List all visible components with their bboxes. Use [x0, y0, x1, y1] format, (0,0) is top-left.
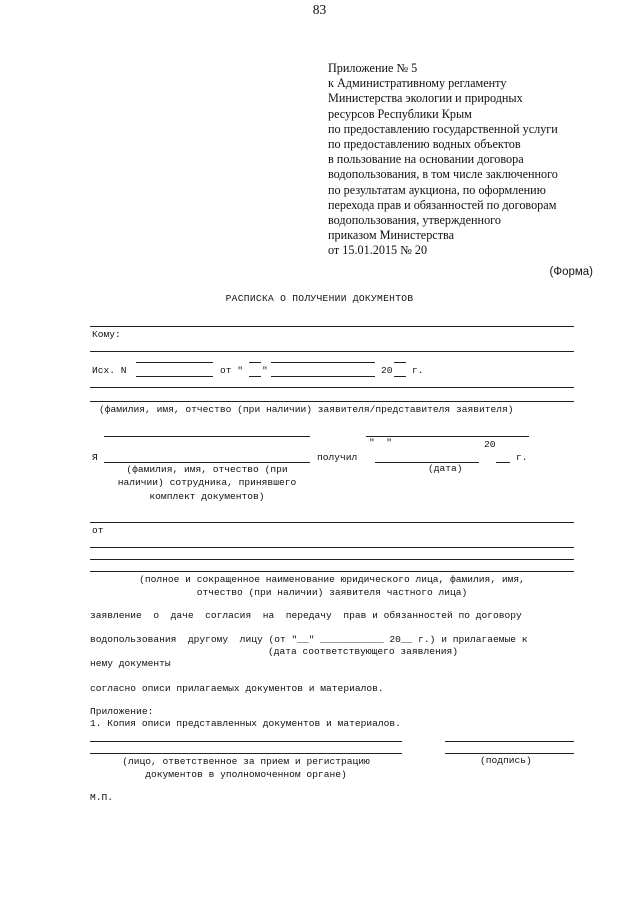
from-line-1[interactable]	[90, 547, 574, 548]
document-title: РАСПИСКА О ПОЛУЧЕНИИ ДОКУМЕНТОВ	[225, 293, 414, 304]
received-year-field[interactable]	[496, 462, 510, 463]
responsible-caption	[90, 755, 402, 782]
annex-line: к Административному регламенту	[328, 76, 507, 91]
to-line-top	[90, 326, 574, 327]
year-prefix: 20	[381, 365, 393, 376]
out-number-field[interactable]	[136, 376, 213, 377]
signature-line-2[interactable]	[445, 753, 574, 754]
annex-line: ресурсов Республики Крым	[328, 106, 472, 121]
annex-line: приказом Министерства	[328, 228, 455, 243]
annex-line: водопользования, утвержденного	[328, 213, 501, 228]
to-line-bottom	[90, 351, 574, 352]
from-line-3[interactable]	[90, 571, 574, 572]
annex-line: по предоставлению водных объектов	[328, 137, 521, 152]
responsible-line-1[interactable]	[90, 741, 402, 742]
page-number: 83	[312, 2, 327, 17]
annex-line: водопользования, в том числе заключенного	[328, 167, 558, 182]
from-date-label: от "	[220, 365, 244, 376]
annex-line: по предоставлению государственной услуги	[328, 121, 558, 136]
quote-close: "	[262, 365, 268, 376]
employee-caption-line: (фамилия, имя, отчество (при	[126, 464, 288, 475]
month-field-upper	[271, 362, 375, 363]
inventory-line: согласно описи прилагаемых документов и материалов.	[90, 683, 384, 694]
statement-line: заявление о даче согласия на передачу прав и обязанностей по договору	[90, 610, 522, 621]
day-field-upper	[249, 362, 261, 363]
from-label: от	[92, 525, 104, 536]
year-g: г.	[516, 452, 528, 463]
entity-caption	[90, 573, 574, 600]
day-field[interactable]	[249, 376, 261, 377]
year-field[interactable]	[394, 376, 406, 377]
to-label: Кому:	[92, 329, 121, 340]
year-suffix: г.	[412, 365, 424, 376]
seal-label: М.П.	[90, 792, 114, 803]
annex-line: в пользование на основании договора	[328, 152, 524, 167]
responsible-line-2[interactable]	[90, 753, 402, 754]
annex-line: Приложение № 5	[328, 61, 418, 75]
form-label: (Форма)	[549, 266, 593, 278]
entity-caption-line: (полное и сокращенное наименование юридического лица, фамилия, имя,	[139, 574, 525, 585]
responsible-caption-line: (лицо, ответственное за прием и регистрацию	[122, 756, 370, 767]
appendix-label: Приложение:	[90, 706, 154, 717]
month-field[interactable]	[271, 376, 375, 377]
year-20: 20	[484, 439, 496, 450]
i-label: Я	[92, 452, 98, 463]
statement-caption: (дата соответствующего заявления)	[268, 646, 458, 657]
annex-line: по результатам аукциона, по оформлению	[328, 182, 546, 197]
employee-caption	[104, 463, 310, 503]
year-field-upper	[394, 362, 406, 363]
statement-line: водопользования другому лицу (от "__" ___________ 20__ г.) и прилагаемые к	[90, 634, 528, 645]
employee-caption-line: наличии) сотрудника, принявшего	[117, 477, 297, 489]
statement-line: нему документы	[90, 658, 171, 669]
responsible-caption-line: документов в уполномоченном органе)	[145, 769, 347, 781]
employee-caption-line: комплект документов)	[149, 490, 265, 502]
entity-caption-line: отчество (при наличии) заявителя частного лица)	[196, 587, 468, 599]
out-number-field-upper	[136, 362, 213, 363]
applicant-line-1[interactable]	[90, 387, 574, 388]
received-date-field[interactable]	[375, 462, 479, 463]
date-caption: (дата)	[428, 463, 463, 474]
signature-caption: (подпись)	[480, 755, 532, 766]
received-label: получил	[317, 452, 358, 463]
annex-line: от 15.01.2015 № 20	[328, 243, 428, 258]
from-line-2[interactable]	[90, 559, 574, 560]
appendix-item: 1. Копия описи представленных документов и материалов.	[90, 718, 401, 729]
applicant-line-2[interactable]	[90, 401, 574, 402]
annex-line: Министерства экологии и природных	[328, 91, 523, 106]
annex-line: перехода прав и обязанностей по договорам	[328, 197, 557, 212]
applicant-caption: (фамилия, имя, отчество (при наличии) заявителя/представителя заявителя)	[99, 404, 514, 415]
signature-line-1[interactable]	[445, 741, 574, 742]
annex-header	[328, 61, 608, 259]
quote-marks: " "	[369, 437, 393, 448]
from-line-top	[90, 522, 574, 523]
employee-line-upper	[104, 436, 310, 437]
out-number-label: Исх. N	[92, 365, 127, 376]
